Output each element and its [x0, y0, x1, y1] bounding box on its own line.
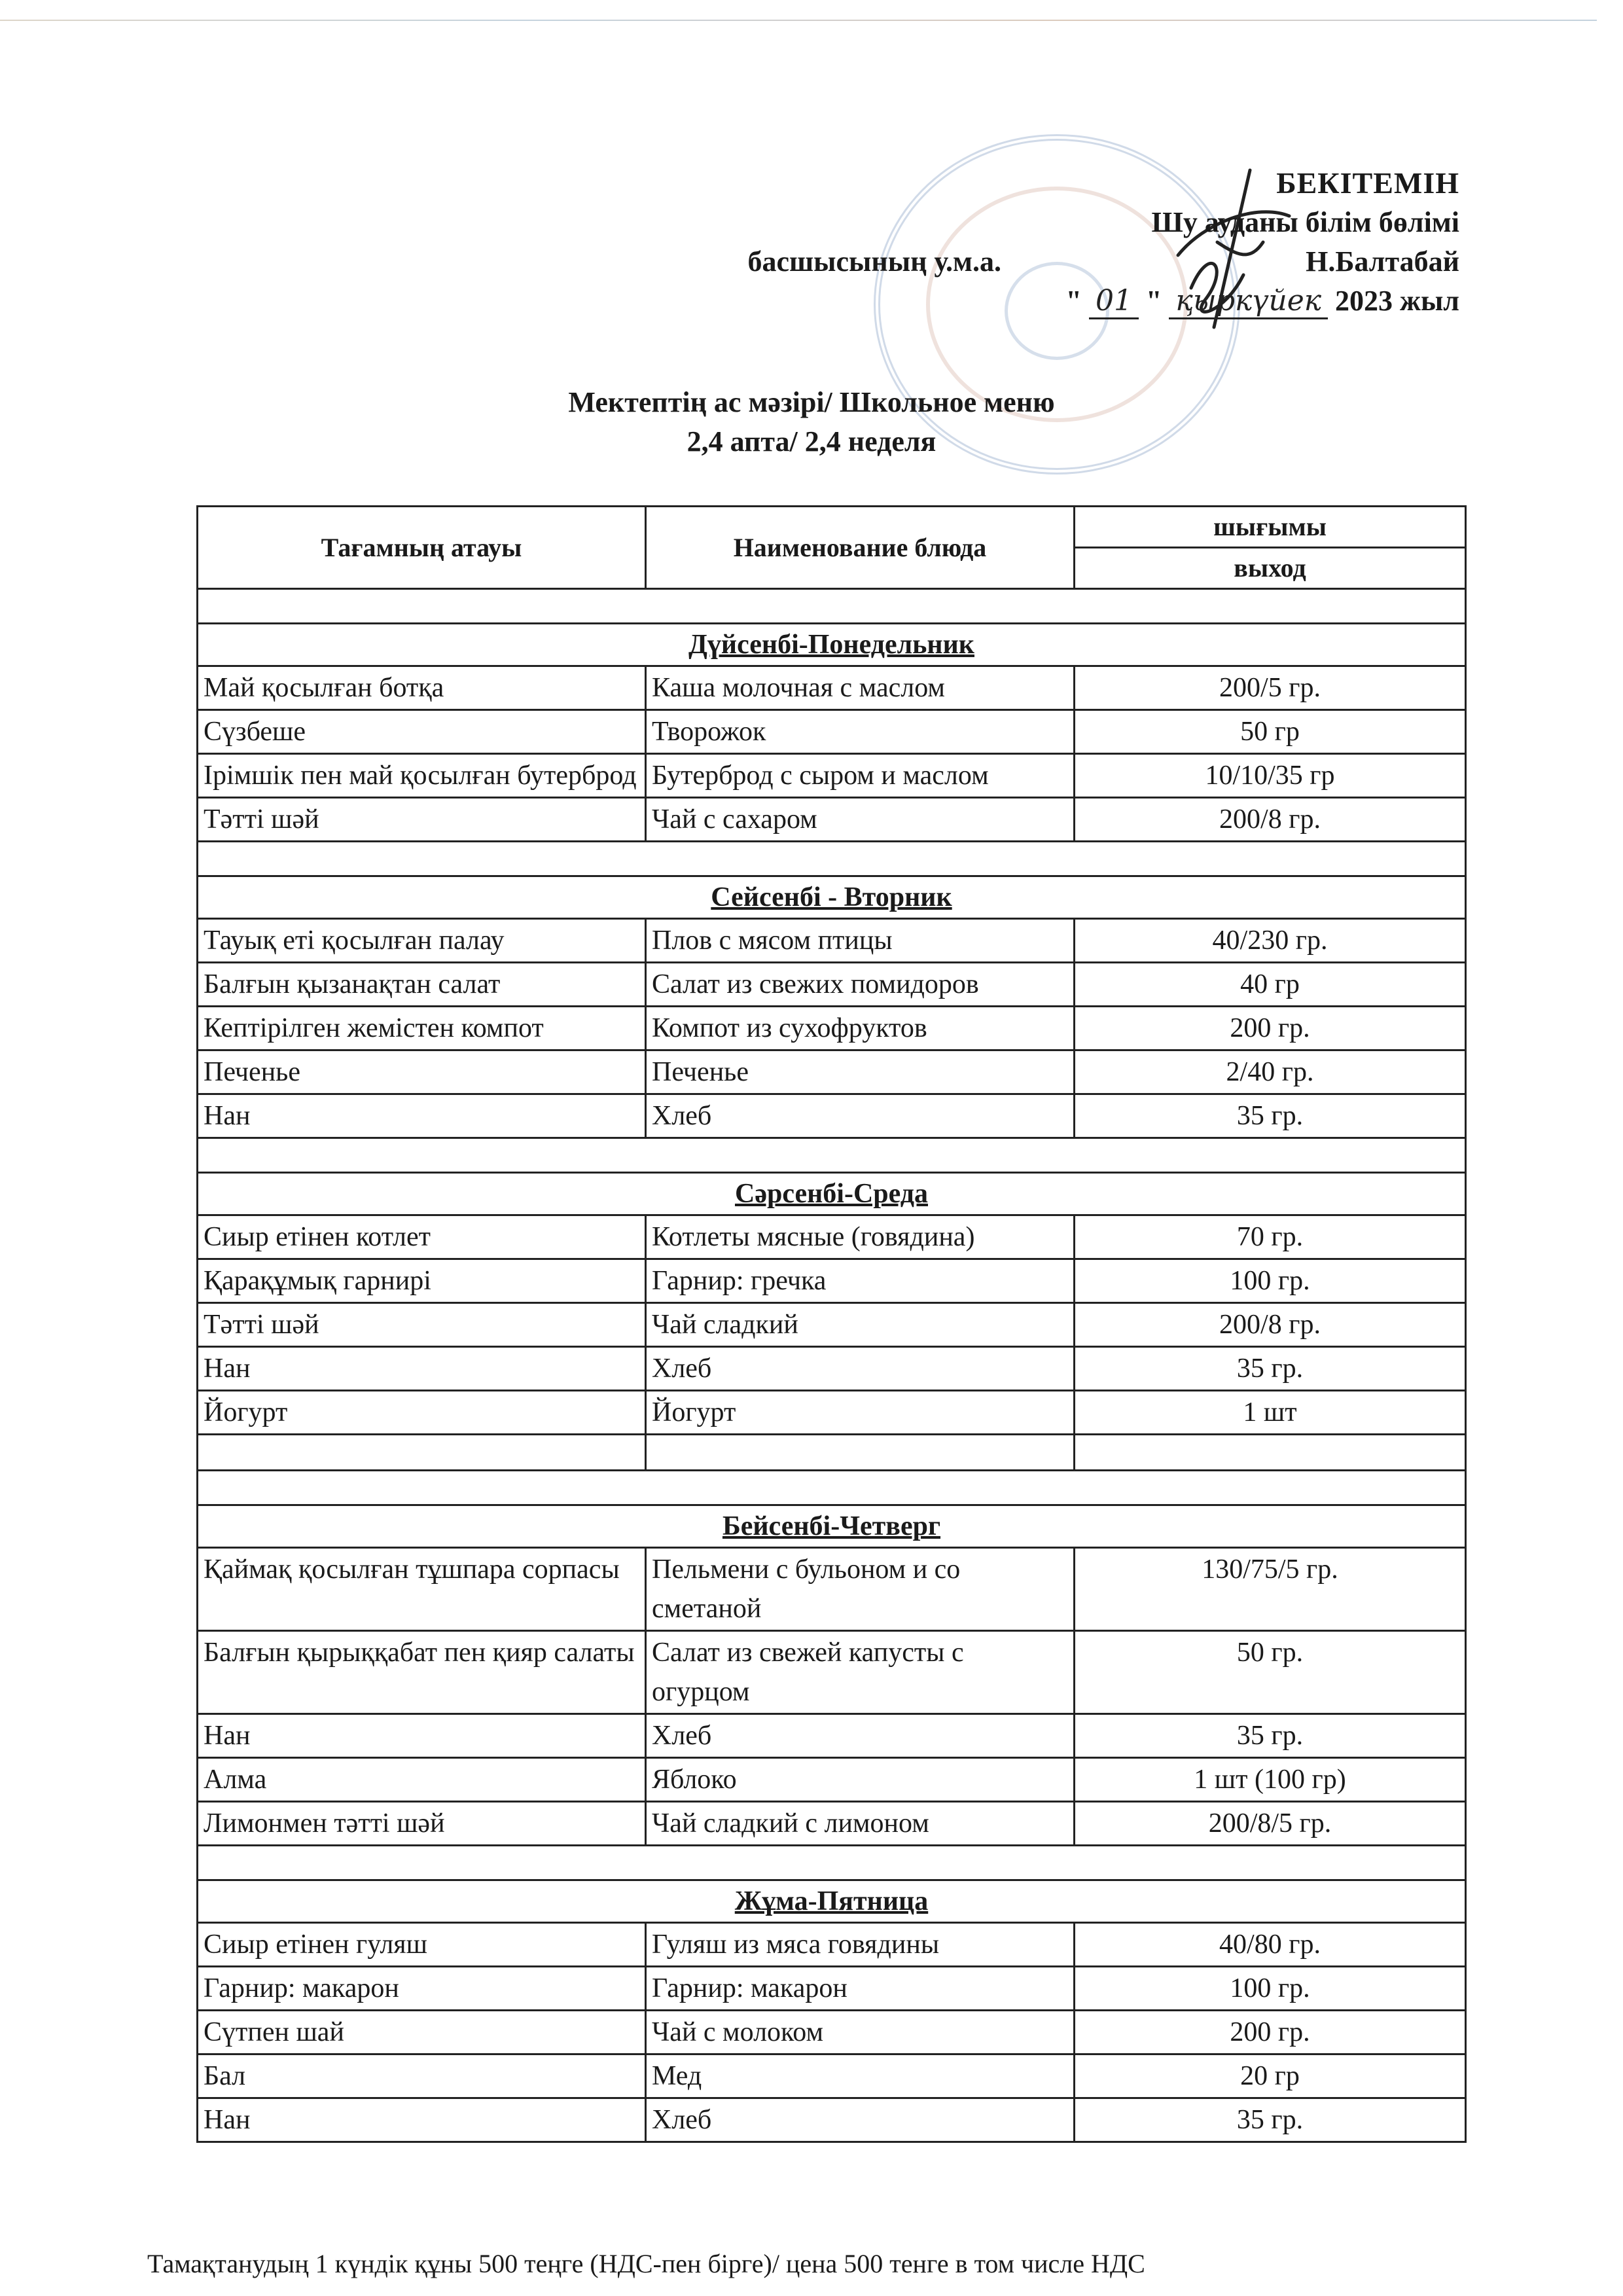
dish-yield: 35 гр. [1075, 2098, 1466, 2142]
dish-name-kk: Балғын қызанақтан салат [198, 963, 646, 1007]
dish-yield: 200/8 гр. [1075, 1303, 1466, 1347]
dish-name-ru: Бутерброд с сыром и маслом [646, 754, 1075, 798]
dish-yield: 200/5 гр. [1075, 666, 1466, 710]
dish-name-kk: Бал [198, 2054, 646, 2098]
dish-name-ru: Хлеб [646, 1347, 1075, 1391]
dish-yield: 200 гр. [1075, 2011, 1466, 2054]
day-header-row [198, 624, 1466, 666]
dish-name-ru: Печенье [646, 1050, 1075, 1094]
dish-name-kk: Гарнир: макарон [198, 1967, 646, 2011]
menu-row [198, 1259, 1466, 1303]
spacer-cell [198, 1138, 1466, 1173]
menu-row [198, 1391, 1466, 1435]
dish-name-kk: Сүзбеше [198, 710, 646, 754]
menu-row [198, 666, 1466, 710]
spacer-row [198, 589, 1466, 624]
menu-row [198, 1923, 1466, 1967]
dish-name-ru: Плов с мясом птицы [646, 919, 1075, 963]
dish-name-ru: Салат из свежей капусты с огурцом [646, 1631, 1075, 1714]
dish-yield: 35 гр. [1075, 1347, 1466, 1391]
menu-row [198, 798, 1466, 842]
dish-name-ru: Творожок [646, 710, 1075, 754]
day-title: Сәрсенбі-Среда [734, 1179, 928, 1209]
dish-name-ru: Чай с сахаром [646, 798, 1075, 842]
day-title: Бейсенбі-Четверг [722, 1511, 941, 1541]
menu-row [198, 710, 1466, 754]
menu-row [198, 2054, 1466, 2098]
menu-table [196, 505, 1467, 2143]
dish-name-ru: Хлеб [646, 1714, 1075, 1758]
dish-yield: 50 гр. [1075, 1631, 1466, 1714]
dish-name-ru: Хлеб [646, 1094, 1075, 1138]
dish-yield: 20 гр [1075, 2054, 1466, 2098]
dish-yield: 40/80 гр. [1075, 1923, 1466, 1967]
menu-body [198, 589, 1466, 2142]
dish-name-ru: Салат из свежих помидоров [646, 963, 1075, 1007]
dish-name-kk: Кептірілген жемістен компот [198, 1007, 646, 1050]
menu-row [198, 1548, 1466, 1631]
date-quote-close: " [1145, 285, 1162, 317]
dish-yield: 2/40 гр. [1075, 1050, 1466, 1094]
approval-date [1066, 281, 1459, 321]
dish-yield: 200/8/5 гр. [1075, 1802, 1466, 1846]
menu-row [198, 2011, 1466, 2054]
day-header-cell [198, 1173, 1466, 1215]
day-header-row [198, 1880, 1466, 1923]
scan-edge [0, 20, 1597, 21]
approval-department: Шу ауданы білім бөлімі [1151, 206, 1459, 238]
day-title: Сейсенбі - Вторник [711, 882, 952, 912]
header-ru-name: Наименование блюда [646, 507, 1075, 589]
approval-position: басшысының у.м.а. [747, 245, 1001, 278]
empty-row [198, 1435, 1466, 1471]
dish-name-ru: Чай с молоком [646, 2011, 1075, 2054]
menu-row [198, 1802, 1466, 1846]
menu-row [198, 1215, 1466, 1259]
dish-yield: 35 гр. [1075, 1714, 1466, 1758]
dish-name-kk: Алма [198, 1758, 646, 1802]
day-header-row [198, 1505, 1466, 1548]
dish-yield: 1 шт (100 гр) [1075, 1758, 1466, 1802]
approval-date-day: 01 [1089, 284, 1139, 319]
day-header-cell [198, 1505, 1466, 1548]
menu-row [198, 1758, 1466, 1802]
menu-row [198, 1007, 1466, 1050]
dish-yield: 130/75/5 гр. [1075, 1548, 1466, 1631]
dish-yield: 100 гр. [1075, 1259, 1466, 1303]
empty-cell [198, 1435, 646, 1471]
dish-name-ru: Каша молочная с маслом [646, 666, 1075, 710]
day-header-row [198, 876, 1466, 919]
dish-name-kk: Тауық еті қосылған палау [198, 919, 646, 963]
header-yield-ru: выход [1075, 548, 1466, 589]
dish-name-kk: Ірімшік пен май қосылған бутерброд [198, 754, 646, 798]
day-title: Жұма-Пятница [734, 1886, 929, 1916]
dish-name-kk: Печенье [198, 1050, 646, 1094]
dish-name-kk: Нан [198, 1714, 646, 1758]
dish-name-ru: Гарнир: макарон [646, 1967, 1075, 2011]
dish-name-kk: Тәтті шәй [198, 798, 646, 842]
approval-date-month: қыркүйек [1169, 284, 1328, 319]
header-yield-kk: шығымы [1075, 507, 1466, 548]
dish-name-kk: Тәтті шәй [198, 1303, 646, 1347]
dish-name-kk: Қарақұмық гарнирі [198, 1259, 646, 1303]
price-footer: Тамақтанудың 1 күндік құны 500 теңге (НДС-пен бірге)/ цена 500 тенге в том числе НДС [147, 2249, 1145, 2278]
day-header-cell [198, 624, 1466, 666]
dish-yield: 35 гр. [1075, 1094, 1466, 1138]
spacer-cell [198, 1471, 1466, 1505]
dish-name-ru: Яблоко [646, 1758, 1075, 1802]
dish-name-kk: Май қосылған ботқа [198, 666, 646, 710]
dish-name-ru: Компот из сухофруктов [646, 1007, 1075, 1050]
dish-yield: 100 гр. [1075, 1967, 1466, 2011]
dish-name-kk: Нан [198, 2098, 646, 2142]
dish-yield: 1 шт [1075, 1391, 1466, 1435]
spacer-cell [198, 1846, 1466, 1880]
empty-cell [646, 1435, 1075, 1471]
spacer-row [198, 1846, 1466, 1880]
title-line-1: Мектептің ас мәзірі/ Школьное меню [568, 386, 1055, 418]
day-title: Дүйсенбі-Понедельник [688, 630, 974, 660]
header-kk-name: Тағамның атауы [198, 507, 646, 589]
menu-row [198, 963, 1466, 1007]
dish-name-kk: Йогурт [198, 1391, 646, 1435]
menu-row [198, 919, 1466, 963]
spacer-row [198, 842, 1466, 876]
day-header-cell [198, 1880, 1466, 1923]
dish-name-ru: Йогурт [646, 1391, 1075, 1435]
day-header-row [198, 1173, 1466, 1215]
dish-name-ru: Хлеб [646, 2098, 1075, 2142]
menu-row [198, 1967, 1466, 2011]
dish-name-kk: Нан [198, 1094, 646, 1138]
menu-row [198, 754, 1466, 798]
dish-name-ru: Гарнир: гречка [646, 1259, 1075, 1303]
dish-name-kk: Сүтпен шай [198, 2011, 646, 2054]
document-title [0, 383, 1623, 461]
dish-yield: 200/8 гр. [1075, 798, 1466, 842]
dish-name-ru: Чай сладкий [646, 1303, 1075, 1347]
title-line-2: 2,4 апта/ 2,4 неделя [687, 425, 936, 457]
menu-row [198, 1714, 1466, 1758]
approval-date-year: 2023 жыл [1335, 285, 1459, 317]
dish-yield: 40 гр [1075, 963, 1466, 1007]
menu-row [198, 1631, 1466, 1714]
dish-name-ru: Чай сладкий с лимоном [646, 1802, 1075, 1846]
dish-name-kk: Лимонмен тәтті шәй [198, 1802, 646, 1846]
approval-title: БЕКІТЕМІН [1276, 166, 1459, 200]
menu-row [198, 1050, 1466, 1094]
date-quote-open: " [1065, 285, 1082, 317]
dish-name-ru: Пельмени с бульоном и со сметаной [646, 1548, 1075, 1631]
approval-name: Н.Балтабай [1306, 245, 1459, 278]
dish-name-kk: Сиыр етінен котлет [198, 1215, 646, 1259]
dish-name-kk: Нан [198, 1347, 646, 1391]
menu-row [198, 1347, 1466, 1391]
menu-row [198, 2098, 1466, 2142]
dish-yield: 50 гр [1075, 710, 1466, 754]
empty-cell [1075, 1435, 1466, 1471]
spacer-cell [198, 589, 1466, 624]
dish-name-kk: Сиыр етінен гуляш [198, 1923, 646, 1967]
menu-row [198, 1303, 1466, 1347]
dish-yield: 40/230 гр. [1075, 919, 1466, 963]
approval-block [747, 164, 1459, 321]
dish-name-kk: Қаймақ қосылған тұшпара сорпасы [198, 1548, 646, 1631]
day-header-cell [198, 876, 1466, 919]
dish-yield: 10/10/35 гр [1075, 754, 1466, 798]
dish-name-ru: Мед [646, 2054, 1075, 2098]
dish-yield: 70 гр. [1075, 1215, 1466, 1259]
spacer-row [198, 1471, 1466, 1505]
menu-row [198, 1094, 1466, 1138]
spacer-row [198, 1138, 1466, 1173]
dish-name-kk: Балғын қырыққабат пен қияр салаты [198, 1631, 646, 1714]
dish-yield: 200 гр. [1075, 1007, 1466, 1050]
spacer-cell [198, 842, 1466, 876]
dish-name-ru: Котлеты мясные (говядина) [646, 1215, 1075, 1259]
dish-name-ru: Гуляш из мяса говядины [646, 1923, 1075, 1967]
